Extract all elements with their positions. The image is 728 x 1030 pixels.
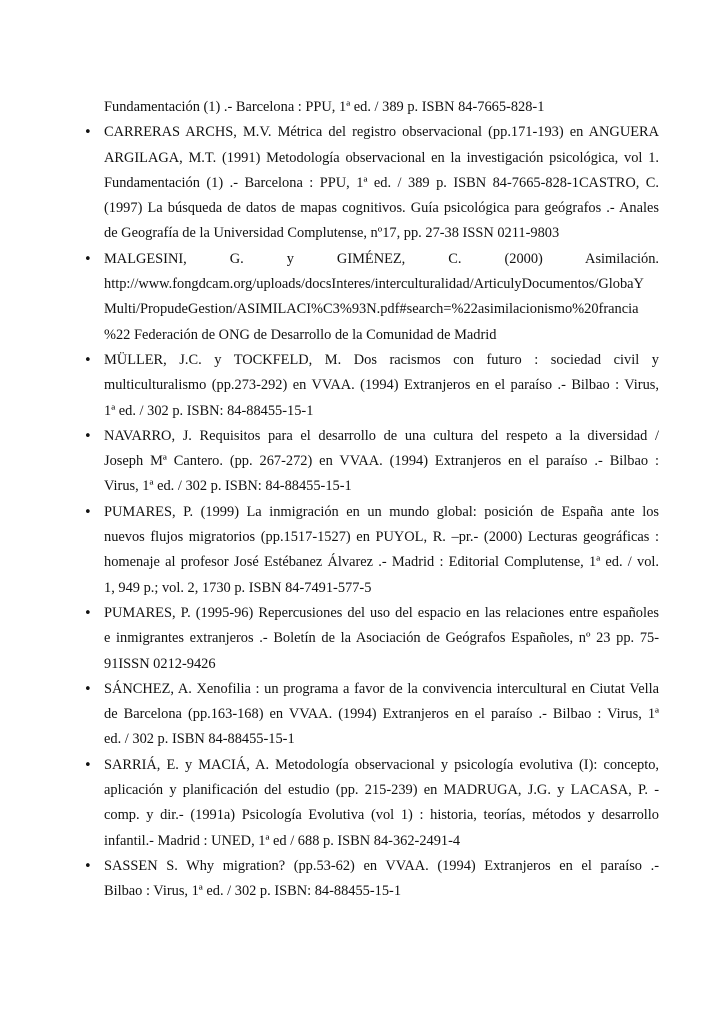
bullet-icon: • — [84, 757, 92, 773]
entry-text: SASSEN S. Why migration? (pp.53-62) en VVAA. (1994) Extranjeros en el paraíso .- — [104, 857, 659, 874]
entry-line — [84, 500, 659, 525]
entry-text: multiculturalismo (pp.273-292) en VVAA. (1994) Extranjeros en el paraíso .- Bilbao : Virus, — [104, 377, 659, 394]
entry-text: PUMARES, P. (1995-96) Repercusiones del uso del espacio en las relaciones entre españoles — [104, 604, 659, 621]
bibliography-entry — [84, 424, 659, 500]
entry-text: de Geografía de la Universidad Complutense, nº17, pp. 27-38 ISSN 0211-9803 — [104, 225, 560, 242]
entry-line — [104, 272, 659, 297]
entry-text: aplicación y planificación del estudio (pp. 215-239) en MADRUGA, J.G. y LACASA, P. - — [104, 782, 659, 799]
bullet-icon: • — [84, 251, 92, 267]
entry-line — [104, 829, 659, 854]
entry-text: e inmigrantes extranjeros .- Boletín de la Asociación de Geógrafos Españoles, nº 23 pp. 75- — [104, 630, 659, 647]
entry-line — [104, 297, 659, 322]
entry-line — [104, 652, 659, 677]
bibliography-entry — [84, 601, 659, 677]
entry-line — [84, 601, 659, 626]
entry-text: Fundamentación (1) .- Barcelona : PPU, 1ª ed. / 389 p. ISBN 84-7665-828-1CASTRO, C. — [104, 174, 659, 191]
entry-text: de Barcelona (pp.163-168) en VVAA. (1994) Extranjeros en el paraíso .- Bilbao : Virus, 1ª — [104, 706, 659, 723]
entry-text: 1ª ed. / 302 p. ISBN: 84-88455-15-1 — [104, 402, 314, 419]
entry-line — [104, 803, 659, 828]
bibliography-entry — [84, 120, 659, 246]
entry-text: comp. y dir.- (1991a) Psicología Evolutiva (vol 1) : historia, teorías, métodos y desarrollo — [104, 807, 659, 824]
entry-text: MALGESINI, G. y GIMÉNEZ, C. (2000) Asimilación. — [104, 250, 659, 267]
bullet-icon: • — [84, 504, 92, 520]
entry-text: NAVARRO, J. Requisitos para el desarrollo de una cultura del respeto a la diversidad / — [104, 427, 659, 444]
entry-line — [84, 854, 659, 879]
bibliography-entry — [84, 677, 659, 753]
entry-line — [104, 171, 659, 196]
entry-text: MÜLLER, J.C. y TOCKFELD, M. Dos racismos con futuro : sociedad civil y — [104, 351, 659, 368]
bullet-icon: • — [84, 605, 92, 621]
entry-line — [84, 247, 659, 272]
entry-text: SARRIÁ, E. y MACIÁ, A. Metodología observacional y psicología evolutiva (I): concepto, — [104, 756, 659, 773]
entry-line — [104, 373, 659, 398]
entry-text: homenaje al profesor José Estébanez Álvarez .- Madrid : Editorial Complutense, 1ª ed. / vol. — [104, 554, 659, 571]
entry-line — [104, 525, 659, 550]
entry-text: (1997) La búsqueda de datos de mapas cognitivos. Guía psicológica para geógrafos .- Anales — [104, 200, 659, 217]
entry-line — [104, 399, 659, 424]
entry-line — [104, 879, 659, 904]
bullet-icon: • — [84, 858, 92, 874]
entry-line — [104, 727, 659, 752]
bibliography-entry — [84, 500, 659, 601]
bibliography-entry — [84, 854, 659, 905]
entry-text: PUMARES, P. (1999) La inmigración en un mundo global: posición de España ante los — [104, 503, 659, 520]
entry-text: 91ISSN 0212-9426 — [104, 655, 216, 672]
entry-text: Virus, 1ª ed. / 302 p. ISBN: 84-88455-15-1 — [104, 478, 352, 495]
entry-line — [84, 753, 659, 778]
entry-line — [104, 550, 659, 575]
entry-line — [104, 626, 659, 651]
entry-line — [84, 424, 659, 449]
bullet-icon: • — [84, 352, 92, 368]
entry-line — [104, 449, 659, 474]
entry-line — [104, 474, 659, 499]
entry-line — [104, 323, 659, 348]
entry-text: 1, 949 p.; vol. 2, 1730 p. ISBN 84-7491-577-5 — [104, 579, 372, 596]
bibliography-entries — [84, 120, 659, 904]
entry-text: SÁNCHEZ, A. Xenofilia : un programa a favor de la convivencia intercultural en Ciutat Vella — [104, 680, 659, 697]
bullet-icon: • — [84, 681, 92, 697]
continuation-line: Fundamentación (1) .- Barcelona : PPU, 1ª ed. / 389 p. ISBN 84-7665-828-1 — [104, 99, 545, 115]
entry-text: ARGILAGA, M.T. (1991) Metodología observacional en la investigación psicológica, vol 1. — [104, 149, 659, 166]
entry-line — [84, 677, 659, 702]
entry-line — [84, 120, 659, 145]
bibliography-entry — [84, 753, 659, 854]
entry-text: nuevos flujos migratorios (pp.1517-1527) en PUYOL, R. –pr.- (2000) Lecturas geográficas : — [104, 529, 659, 546]
bullet-icon: • — [84, 125, 92, 141]
bibliography-list — [84, 95, 659, 905]
entry-line — [84, 348, 659, 373]
entry-line — [104, 221, 659, 246]
entry-text: Joseph Mª Cantero. (pp. 267-272) en VVAA. (1994) Extranjeros en el paraíso .- Bilbao : — [104, 453, 659, 470]
entry-text: Multi/PropudeGestion/ASIMILACI%C3%93N.pdf#search=%22asimilacionismo%20francia — [104, 301, 639, 318]
entry-text: CARRERAS ARCHS, M.V. Métrica del registro observacional (pp.171-193) en ANGUERA — [104, 124, 659, 141]
entry-line — [104, 778, 659, 803]
entry-line — [104, 196, 659, 221]
entry-line — [104, 576, 659, 601]
entry-text: ed. / 302 p. ISBN 84-88455-15-1 — [104, 731, 295, 748]
entry-text: infantil.- Madrid : UNED, 1ª ed / 688 p. ISBN 84-362-2491-4 — [104, 832, 461, 849]
entry-text: http://www.fongdcam.org/uploads/docsInteres/interculturalidad/ArticulyDocumentos/GlobaY — [104, 276, 644, 293]
entry-text: %22 Federación de ONG de Desarrollo de la Comunidad de Madrid — [104, 326, 497, 343]
entry-line — [104, 702, 659, 727]
entry-text: Bilbao : Virus, 1ª ed. / 302 p. ISBN: 84-88455-15-1 — [104, 883, 402, 900]
bibliography-entry — [84, 348, 659, 424]
entry-line — [104, 146, 659, 171]
bullet-icon: • — [84, 428, 92, 444]
bibliography-entry — [84, 247, 659, 348]
